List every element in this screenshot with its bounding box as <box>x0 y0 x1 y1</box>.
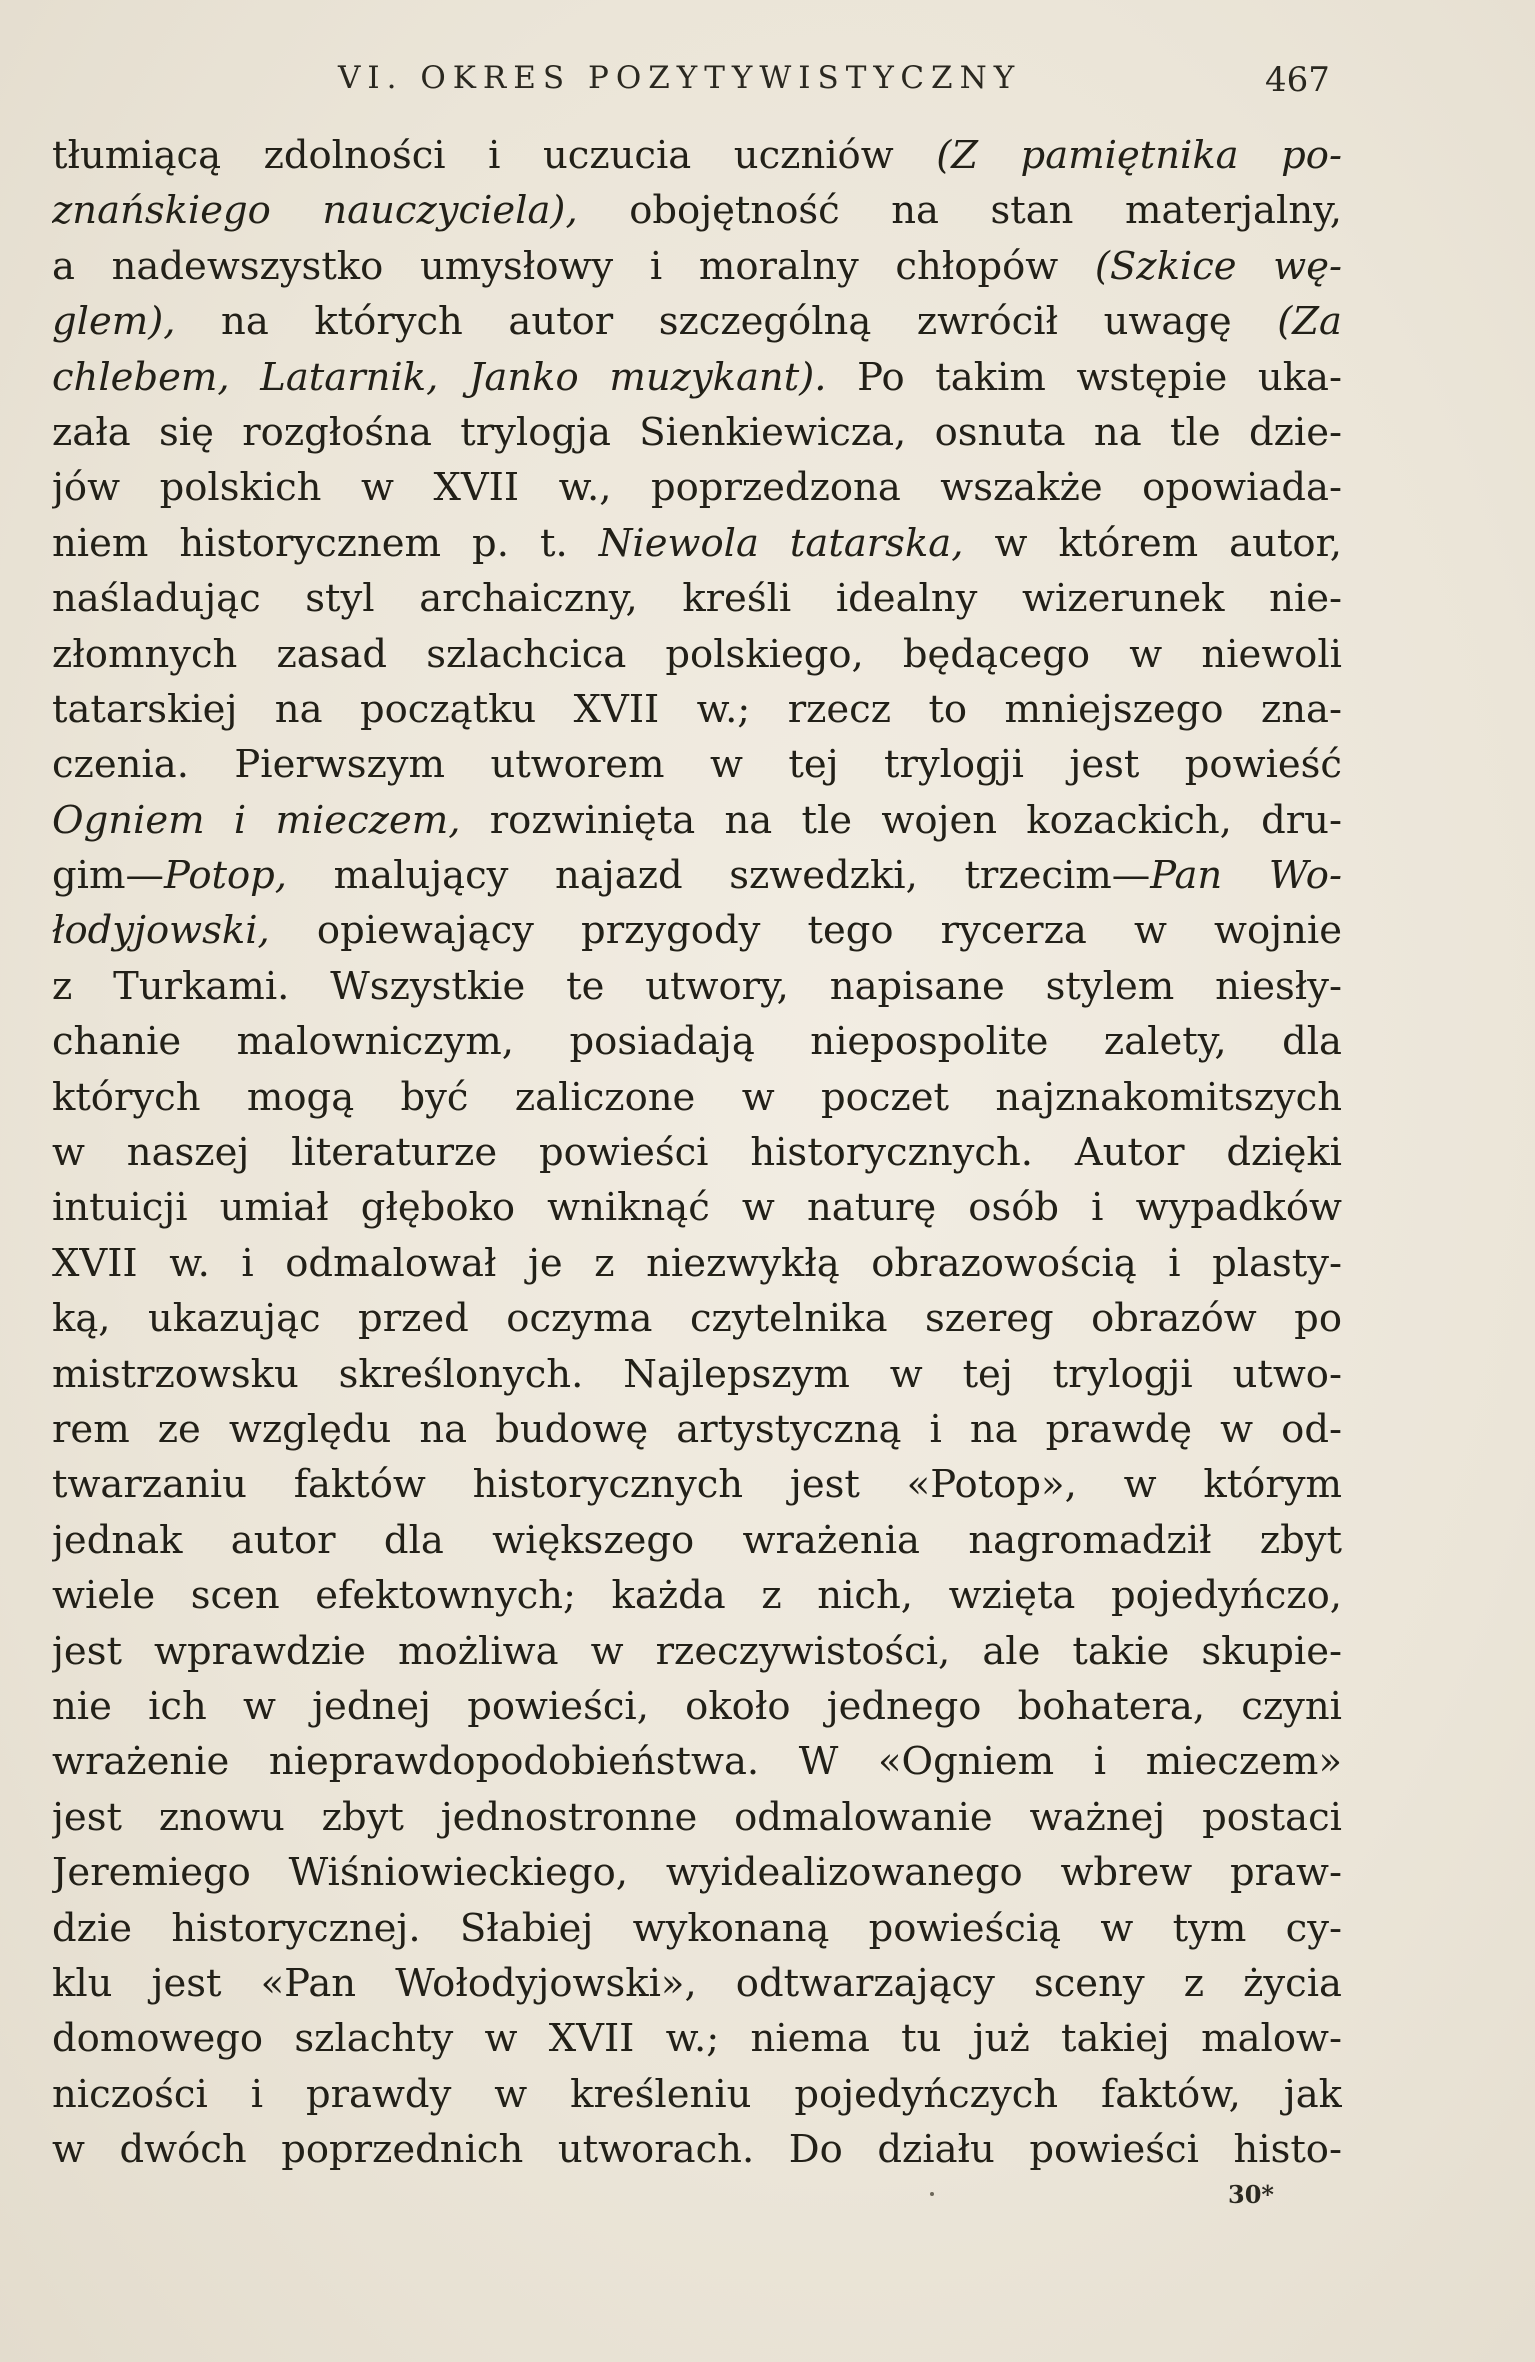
text-segment: ką, ukazując przed oczyma czytelnika szereg obrazów po <box>52 1296 1342 1342</box>
text-line <box>52 405 1342 460</box>
text-line <box>52 2011 1342 2066</box>
body-text <box>52 128 1342 2177</box>
text-segment: jest znowu zbyt jednostronne odmalowanie ważnej postaci <box>52 1794 1342 1840</box>
text-line <box>52 1790 1342 1845</box>
text-line <box>52 1956 1342 2011</box>
text-segment: mistrzowsku skreślonych. Najlepszym w tej trylogji utwo- <box>52 1351 1342 1397</box>
text-line <box>52 903 1342 958</box>
text-line <box>52 350 1342 405</box>
text-line <box>52 571 1342 626</box>
text-segment: rem ze względu na budowę artystyczną i na prawdę w od- <box>52 1406 1342 1452</box>
text-line <box>52 1402 1342 1457</box>
text-segment: klu jest «Pan Wołodyjowski», odtwarzający sceny z życia <box>52 1960 1342 2006</box>
text-segment: tłumiącą zdolności i uczucia uczniów <box>52 133 937 178</box>
text-line <box>52 848 1342 903</box>
text-line <box>52 1125 1342 1180</box>
text-segment: jest wprawdzie możliwa w rzeczywistości, ale takie skupie- <box>52 1628 1342 1674</box>
text-line <box>52 959 1342 1014</box>
text-line <box>52 793 1342 848</box>
italic-title: (Z pamiętnika po- <box>936 133 1342 178</box>
text-segment: z Turkami. Wszystkie te utwory, napisane stylem niesły- <box>52 963 1342 1009</box>
text-line <box>52 460 1342 515</box>
text-segment: naśladując styl archaiczny, kreśli idealny wizerunek nie- <box>52 576 1342 622</box>
text-line <box>52 737 1342 792</box>
text-line <box>52 1180 1342 1235</box>
text-segment: w naszej literaturze powieści historycznych. Autor dzięki <box>52 1130 1342 1176</box>
italic-title: Potop, <box>163 853 288 899</box>
running-head: VI. OKRES POZYTYWISTYCZNY <box>338 60 1022 96</box>
text-segment: Jeremiego Wiśniowieckiego, wyidealizowanego wbrew praw- <box>52 1850 1342 1896</box>
text-line <box>52 1291 1342 1346</box>
italic-title: glem), <box>52 299 176 345</box>
italic-title: znańskiego nauczyciela), <box>52 188 578 234</box>
text-line <box>52 2067 1342 2122</box>
text-segment: domowego szlachty w XVII w.; niema tu już takiej malow- <box>52 2016 1342 2062</box>
text-segment: rozwinięta na tle wojen kozackich, dru- <box>460 797 1342 843</box>
text-segment: tatarskiej na początku XVII w.; rzecz to mniejszego zna- <box>52 686 1342 732</box>
text-line <box>52 1845 1342 1900</box>
text-line <box>52 1347 1342 1402</box>
text-segment: nie ich w jednej powieści, około jednego bohatera, czyni <box>52 1683 1342 1729</box>
italic-title: Niewola tatarska, <box>598 520 964 566</box>
text-line <box>52 1513 1342 1568</box>
print-speck <box>930 2192 934 2196</box>
text-segment: gim— <box>52 853 164 899</box>
italic-title: Ogniem i mieczem, <box>52 797 461 843</box>
text-segment: twarzaniu faktów historycznych jest «Potop», w którym <box>52 1462 1342 1508</box>
text-segment: obojętność na stan materjalny, <box>577 188 1342 234</box>
text-line <box>52 1457 1342 1512</box>
text-segment: wrażenie nieprawdopodobieństwa. W «Ogniem i mieczem» <box>52 1739 1342 1785</box>
text-segment: XVII w. i odmalował je z niezwykłą obrazowością i plasty- <box>52 1240 1342 1286</box>
text-segment: wiele scen efektownych; każda z nich, wzięta pojedyńczo, <box>52 1573 1342 1619</box>
signature-mark: 30* <box>1228 2180 1274 2209</box>
text-line <box>52 2122 1342 2177</box>
text-line <box>52 1624 1342 1679</box>
text-segment: w dwóch poprzednich utworach. Do działu powieści histo- <box>52 2127 1342 2173</box>
text-segment: niczości i prawdy w kreśleniu pojedyńczych faktów, jak <box>52 2071 1342 2117</box>
italic-title: łodyjowski, <box>52 908 270 954</box>
italic-title: (Za <box>1277 299 1342 345</box>
text-line <box>52 294 1342 349</box>
text-segment: opiewający przygody tego rycerza w wojnie <box>269 908 1342 954</box>
text-segment: jednak autor dla większego wrażenia nagromadził zbyt <box>52 1517 1342 1563</box>
italic-title: chlebem, Latarnik, Janko muzykant). <box>52 354 827 400</box>
text-line <box>52 239 1342 294</box>
text-line <box>52 1734 1342 1789</box>
italic-title: Pan Wo- <box>1150 853 1342 899</box>
text-line <box>52 1014 1342 1069</box>
text-segment: chanie malowniczym, posiadają niepospolite zalety, dla <box>52 1019 1342 1065</box>
text-segment: intuicji umiał głęboko wniknąć w naturę osób i wypadków <box>52 1185 1342 1231</box>
text-line <box>52 1568 1342 1623</box>
page-number: 467 <box>1265 60 1330 100</box>
text-segment: niem historycznem p. t. <box>52 520 599 566</box>
italic-title: (Szkice wę- <box>1094 243 1342 289</box>
text-line <box>52 183 1342 238</box>
text-segment: których mogą być zaliczone w poczet najznakomitszych <box>52 1074 1342 1120</box>
text-line <box>52 516 1342 571</box>
text-line <box>52 1236 1342 1291</box>
text-line <box>52 1901 1342 1956</box>
text-line <box>52 682 1342 737</box>
text-line <box>52 1679 1342 1734</box>
text-segment: czenia. Pierwszym utworem w tej trylogji jest powieść <box>52 742 1342 788</box>
text-segment: na których autor szczególną zwrócił uwagę <box>175 299 1278 345</box>
text-line <box>52 627 1342 682</box>
text-segment: w którem autor, <box>963 520 1342 566</box>
text-segment: zała się rozgłośna trylogja Sienkiewicza, osnuta na tle dzie- <box>52 409 1342 455</box>
text-line <box>52 1070 1342 1125</box>
text-line <box>52 128 1342 183</box>
text-segment: złomnych zasad szlachcica polskiego, będącego w niewoli <box>52 631 1342 677</box>
text-segment: a nadewszystko umysłowy i moralny chłopów <box>52 243 1095 289</box>
text-segment: malujący najazd szwedzki, trzecim— <box>287 853 1151 899</box>
text-segment: dzie historycznej. Słabiej wykonaną powieścią w tym cy- <box>52 1905 1342 1951</box>
text-segment: jów polskich w XVII w., poprzedzona wszakże opowiada- <box>52 465 1342 511</box>
text-segment: Po takim wstępie uka- <box>826 354 1342 400</box>
